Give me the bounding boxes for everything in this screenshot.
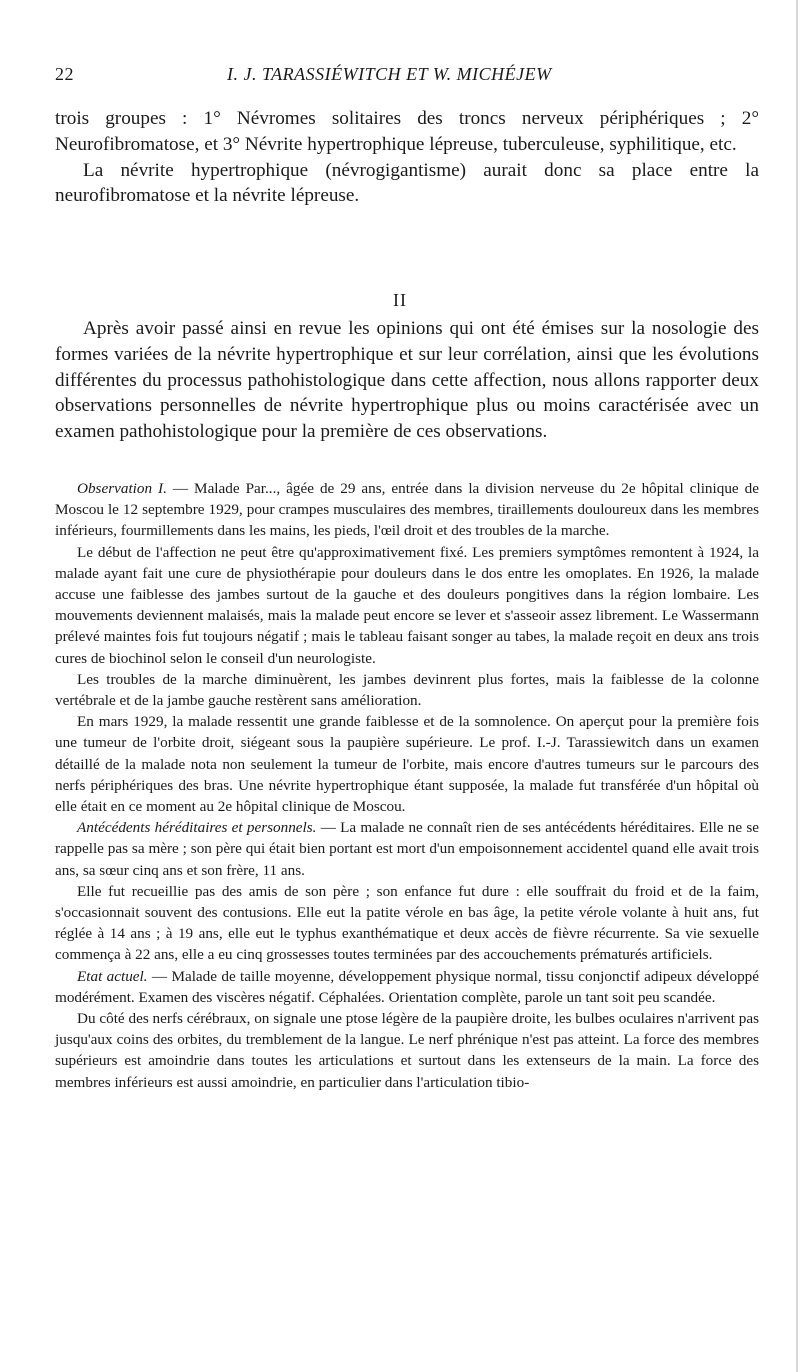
- antecedents-heading: Antécédents héréditaires et personnels.: [77, 819, 317, 837]
- observation-paragraph-2: Le début de l'affection ne peut être qu'approximativement fixé. Les premiers symptômes remontent à 1924, la malade ayant fait une cure de physiothérapie pour douleurs dans le dos entre les omoplates. En 1926, la malade accuse une faiblesse des jambes surtout de la gauche et des douleurs pongitives dans la région lombaire. Les mouvements deviennent malaisés, mais la malade peut encore se lever et s'asseoir assez librement. Le Wassermann prélevé maintes fois fut toujours négatif ; mais le tableau faisant songer au tabes, la malade reçoit en deux ans trois cures de biochinol selon le conseil d'un neurologiste.: [55, 543, 759, 667]
- observation-paragraph-7-text: — Malade de taille moyenne, développement physique normal, tissu conjonctif adipeux développé modérément. Examen des viscères négatif. Céphalées. Orientation complète, parole un tant soit peu scandée.: [55, 967, 759, 1006]
- section-paragraph-1: Après avoir passé ainsi en revue les opinions qui ont été émises sur la nosologie des formes variées de la névrite hypertrophique et sur leur corrélation, ainsi que les évolutions différentes du processus pathohistologique dans cette affection, nous allons rapporter deux observations personnelles de névrite hypertrophique plus ou moins caractérisée avec un examen pathohistologique pour la première de ces observations.: [55, 318, 759, 443]
- page-header: [55, 64, 757, 90]
- page-number: 22: [55, 64, 74, 84]
- observation-paragraph-4: En mars 1929, la malade ressentit une grande faiblesse et de la somnolence. On aperçut pour la première fois une tumeur de l'orbite droit, siégeant sous la paupière supérieure. Le prof. I.-J. Tarassiewitch dans un examen détaillé de la malade nota non seulement la tumeur de l'orbite, mais encore d'autres tumeurs sur le parcours des nerfs périphériques des bras. Une névrite hypertrophique étant supposée, la malade fut transférée d'un hôpital où elle était en ce moment au 2e hôpital clinique de Moscou.: [55, 713, 759, 816]
- section-text: [55, 316, 759, 445]
- intro-paragraph-1: trois groupes : 1° Névromes solitaires des troncs nerveux périphériques ; 2° Neurofibromatose, et 3° Névrite hypertrophique lépreuse, tuberculeuse, syphilitique, etc.: [55, 108, 759, 155]
- observation-paragraph-5: [55, 817, 759, 881]
- observation-paragraph-6: Elle fut recueillie pas des amis de son père ; son enfance fut dure : elle souffrait du froid et de la faim, s'occasionnait souvent des contusions. Elle eut la patite vérole en bas âge, la petite vérole volante à huit ans, fut réglée à 14 ans ; à 19 ans, elle eut le typhus exanthématique et deux accès de fièvre récurrente. Sa vie sexuelle commença à 22 ans, elle a eu cinq grossesses toutes terminées par des accouchements prématurés artificiels.: [55, 882, 759, 964]
- observation-paragraph-1: [55, 478, 759, 542]
- observation-paragraph-5-text: — La malade ne connaît rien de ses antécédents héréditaires. Elle ne se rappelle pas sa mère ; son père qui était bien portant est mort d'un empoisonnement accidentel quand elle avait trois ans, sa sœur cinq ans et son frère, 11 ans.: [55, 819, 759, 879]
- observation-paragraph-7: [55, 966, 759, 1008]
- intro-paragraph-2: La névrite hypertrophique (névrogigantisme) aurait donc sa place entre la neurofibromatose et la névrite lépreuse.: [55, 159, 759, 207]
- observation-paragraph-1-text: — Malade Par..., âgée de 29 ans, entrée dans la division nerveuse du 2e hôpital clinique de Moscou le 12 septembre 1929, pour crampes musculaires des membres, tiraillements douloureux dans les membres inférieurs, fourmillements dans les mains, les pieds, l'œil droit et des troubles de la marche.: [55, 480, 759, 540]
- observation-paragraph-8: Du côté des nerfs cérébraux, on signale une ptose légère de la paupière droite, les bulbes oculaires n'arrivent pas jusqu'aux coins des orbites, du tremblement de la langue. Le nerf phrénique n'est pas atteint. La force des membres supérieurs est amoindrie dans toutes les articulations et surtout dans les extenseurs de la main. La force des membres inférieurs est aussi amoindrie, en particulier dans l'articulation tibio-: [55, 1010, 759, 1091]
- observation-text: [55, 478, 759, 1093]
- running-head: I. J. TARASSIÉWITCH ET W. MICHÉJEW: [227, 64, 552, 84]
- intro-text: [55, 106, 759, 209]
- observation-title: Observation I.: [77, 480, 167, 497]
- page-edge-line: [796, 0, 798, 1372]
- etat-actuel-heading: Etat actuel.: [77, 967, 148, 985]
- observation-paragraph-3: Les troubles de la marche diminuèrent, les jambes devinrent plus fortes, mais la faiblesse de la colonne vertébrale et de la jambe gauche restèrent sans amélioration.: [55, 670, 759, 710]
- section-heading: II: [393, 290, 407, 310]
